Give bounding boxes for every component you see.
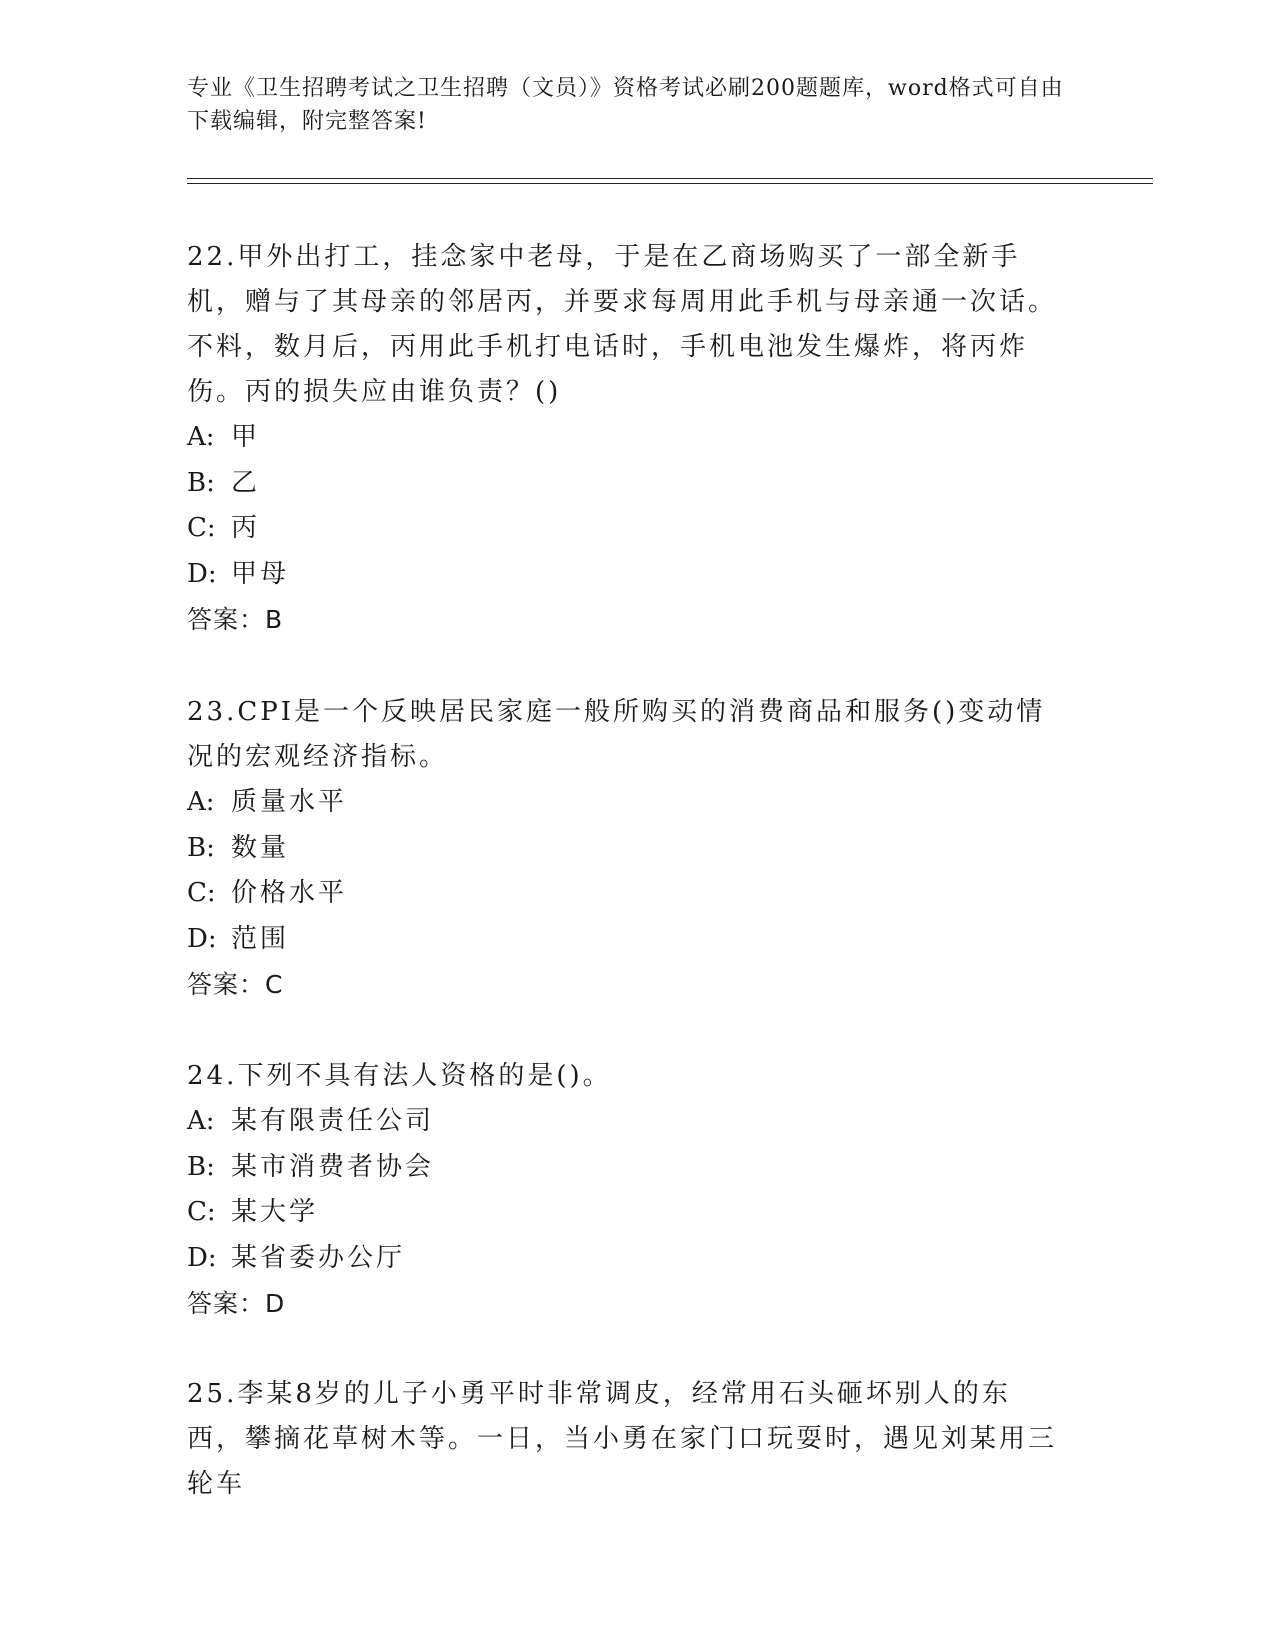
option-letter: D:	[187, 1242, 217, 1273]
option-text: 某大学	[231, 1197, 319, 1227]
question-22	[187, 235, 1067, 642]
option-letter: D:	[187, 923, 217, 954]
option-c	[187, 506, 1067, 552]
option-text: 甲	[231, 422, 261, 452]
option-text: 价格水平	[231, 878, 348, 908]
option-b	[187, 1145, 1067, 1191]
option-letter: C:	[187, 513, 216, 543]
option-text: 范围	[231, 923, 290, 954]
option-c	[187, 1190, 1067, 1236]
option-letter: C:	[187, 878, 216, 908]
question-text: 24.下列不具有法人资格的是()。	[187, 1061, 612, 1091]
option-text: 乙	[231, 467, 261, 498]
header-divider-bottom	[187, 183, 1153, 184]
option-b	[187, 826, 1067, 872]
option-letter: B:	[187, 467, 215, 498]
question-25	[187, 1372, 1067, 1507]
question-23	[187, 690, 1067, 1007]
option-text: 质量水平	[231, 787, 348, 817]
option-letter: A:	[187, 1106, 215, 1136]
option-d	[187, 1236, 1067, 1282]
answer-label: 答案：B	[187, 605, 284, 634]
option-letter: D:	[187, 558, 217, 589]
header-divider-top	[187, 178, 1153, 179]
option-a	[187, 780, 1067, 826]
option-text: 数量	[231, 832, 290, 863]
option-text: 某省委办公厅	[231, 1242, 406, 1273]
question-text: 22.甲外出打工，挂念家中老母，于是在乙商场购买了一部全新手机，赠与了其母亲的邻居丙，并要求每周用此手机与母亲通一次话。不料，数月后，丙用此手机打电话时，手机电池发生爆炸，将丙炸伤。丙的损失应由谁负责？()	[187, 242, 1058, 407]
question-text: 25.李某8岁的儿子小勇平时非常调皮，经常用石头砸坏别人的东西，攀摘花草树木等。一日，当小勇在家门口玩耍时，遇见刘某用三轮车	[187, 1379, 1058, 1499]
option-text: 甲母	[231, 558, 290, 589]
option-a	[187, 1099, 1067, 1145]
option-d	[187, 552, 1067, 598]
answer-label: 答案：C	[187, 970, 284, 999]
question-24	[187, 1054, 1067, 1326]
option-b	[187, 461, 1067, 507]
option-letter: A:	[187, 422, 215, 452]
option-d	[187, 917, 1067, 963]
option-text: 某市消费者协会	[231, 1151, 435, 1182]
option-letter: B:	[187, 832, 215, 863]
question-text: 23.CPI是一个反映居民家庭一般所购买的消费商品和服务()变动情况的宏观经济指标。	[187, 697, 1046, 772]
answer-label: 答案：D	[187, 1289, 286, 1318]
option-letter: C:	[187, 1197, 216, 1227]
document-header: 专业《卫生招聘考试之卫生招聘（文员）》资格考试必刷200题题库，word格式可自由下载编辑，附完整答案!	[187, 76, 1064, 134]
option-text: 丙	[231, 513, 261, 543]
option-letter: A:	[187, 787, 215, 817]
option-text: 某有限责任公司	[231, 1106, 435, 1136]
option-a	[187, 415, 1067, 461]
option-c	[187, 871, 1067, 917]
option-letter: B:	[187, 1151, 215, 1182]
